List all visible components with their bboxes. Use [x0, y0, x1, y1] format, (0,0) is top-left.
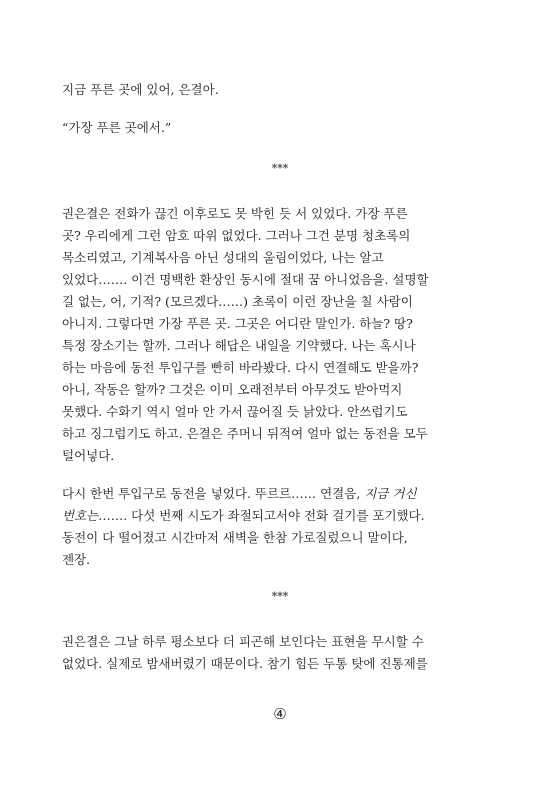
- text-run: . 다섯 번째 시도가 좌절되고서야 전화 걸기를 포기했다.: [123, 508, 425, 523]
- quote-line: “가장 푸른 곳에서.”: [62, 120, 172, 135]
- paragraph-line: 곳? 우리에게 그런 암호 따위 없었다. 그러나 그건 분명 청초록의: [62, 228, 411, 243]
- paragraph-line: 권은결은 전화가 끊긴 이후로도 못 박힌 듯 서 있었다. 가장 푸른: [62, 206, 408, 221]
- paragraph-line: [62, 508, 425, 524]
- paragraph-line: [62, 486, 417, 502]
- paragraph-line: 없었다. 실제로 밤새버렸기 때문이다. 참기 힘든 두통 탓에 진통제를: [62, 656, 428, 671]
- paragraph-line: 아니, 작동은 할까? 그것은 이미 오래전부터 아무것도 받아먹지: [62, 382, 403, 397]
- paragraph-line: 특정 장소기는 할까. 그러나 해답은 내일을 기약했다. 나는 혹시나: [62, 338, 416, 353]
- section-separator: ***: [271, 162, 289, 175]
- page-number: ④: [273, 705, 287, 723]
- paragraph-line: 젠장.: [62, 552, 91, 567]
- paragraph-line: 목소리였고, 기계복사음 아닌 성대의 울림이었다, 나는 알고: [62, 250, 384, 265]
- paragraph-line: 있었다……. 이건 명백한 환상인 동시에 절대 꿈 아니었음을. 설명할: [62, 272, 429, 287]
- text-line: 지금 푸른 곳에 있어, 은결아.: [62, 82, 219, 97]
- italic-text-run: 지금 거신: [364, 486, 417, 501]
- paragraph-line: 동전이 다 떨어졌고 시간마저 새벽을 한참 가로질렀으니 말이다,: [62, 530, 408, 545]
- paragraph-line: 털어넣다.: [62, 448, 115, 463]
- section-separator: ***: [271, 590, 289, 603]
- italic-text-run: 번호는……: [62, 508, 124, 523]
- paragraph-line: 아니지. 그렇다면 가장 푸른 곳. 그곳은 어디란 말인가. 하늘? 땅?: [62, 316, 413, 331]
- paragraph-line: 권은결은 그날 하루 평소보다 더 피곤해 보인다는 표현을 무시할 수: [62, 634, 424, 649]
- paragraph-line: 하는 마음에 동전 투입구를 빤히 바라봤다. 다시 연결해도 받을까?: [62, 360, 419, 375]
- text-run: 다시 한번 투입구로 동전을 넣었다. 뚜르르…… 연결음,: [62, 486, 365, 501]
- paragraph-line: 못했다. 수화기 역시 얼마 안 가서 끊어질 듯 낡았다. 안쓰럽기도: [62, 404, 408, 419]
- paragraph-line: 길 없는, 어, 기적? (모르겠다……) 초록이 이런 장난을 칠 사람이: [62, 294, 413, 309]
- paragraph-line: 하고 징그럽기도 하고. 은결은 주머니 뒤적여 얼마 없는 동전을 모두: [62, 426, 428, 441]
